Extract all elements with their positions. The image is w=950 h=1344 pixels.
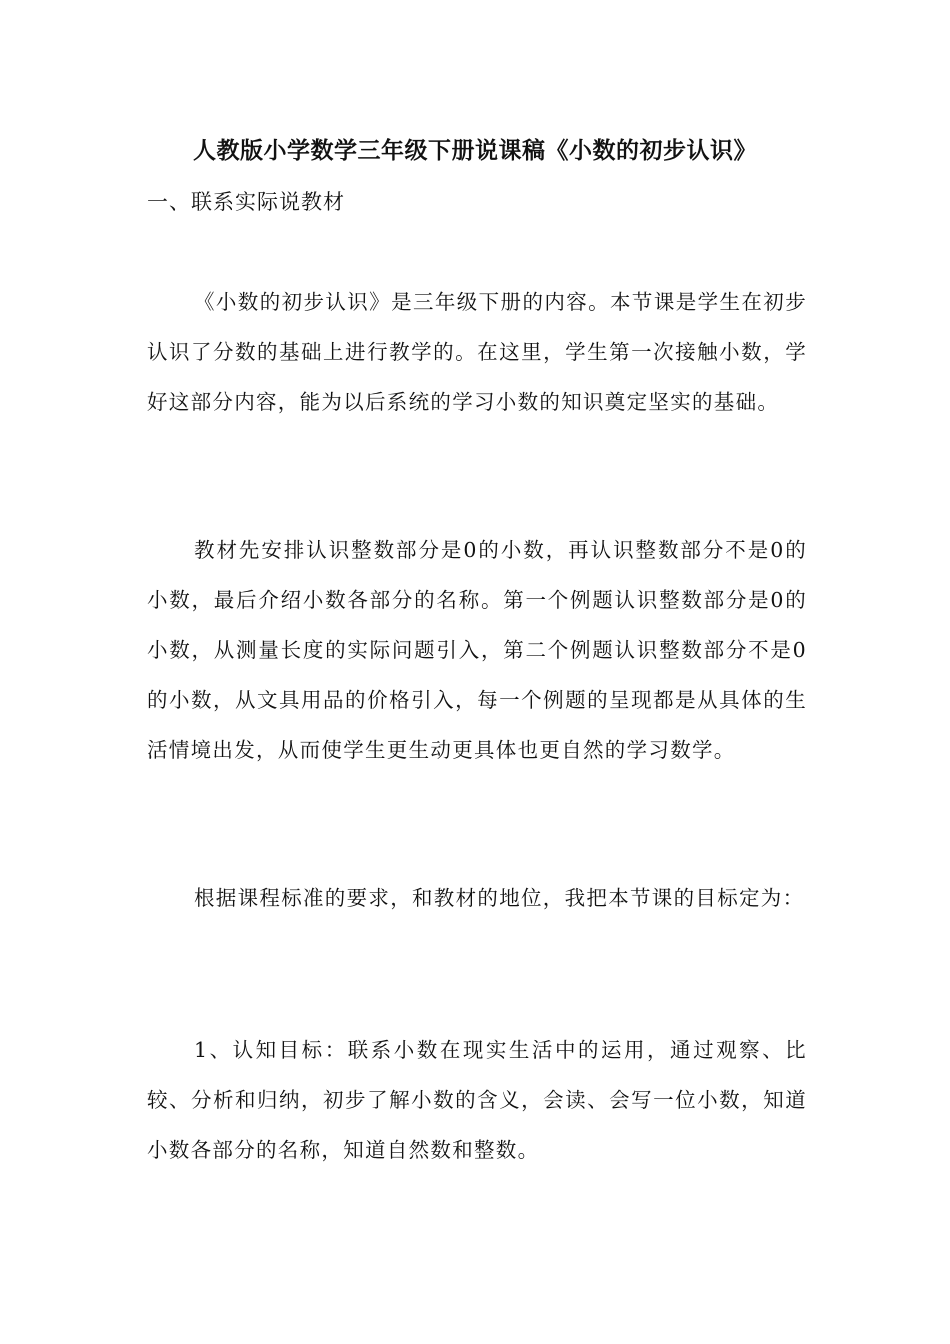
section-heading: 一、联系实际说教材 [147,190,345,214]
paragraph: 1、认知目标：联系小数在现实生活中的运用，通过观察、比较、分析和归纳，初步了解小数的含义，会读、会写一位小数，知道小数各部分的名称，知道自然数和整数。 [147,1038,807,1162]
paragraph: 教材先安排认识整数部分是0的小数，再认识整数部分不是0的小数，最后介绍小数各部分的名称。第一个例题认识整数部分是0的小数，从测量长度的实际问题引入，第二个例题认识整数部分不是0的小数，从文具用品的价格引入，每一个例题的呈现都是从具体的生活情境出发，从而使学生更生动更具体也更自然的学习数学。 [147,538,807,762]
paragraph: 根据课程标准的要求，和教材的地位，我把本节课的目标定为： [194,886,805,910]
paragraph: 《小数的初步认识》是三年级下册的内容。本节课是学生在初步认识了分数的基础上进行教学的。在这里，学生第一次接触小数，学好这部分内容，能为以后系统的学习小数的知识奠定坚实的基础。 [147,290,807,414]
document-title: 人教版小学数学三年级下册说课稿《小数的初步认识》 [193,138,757,164]
